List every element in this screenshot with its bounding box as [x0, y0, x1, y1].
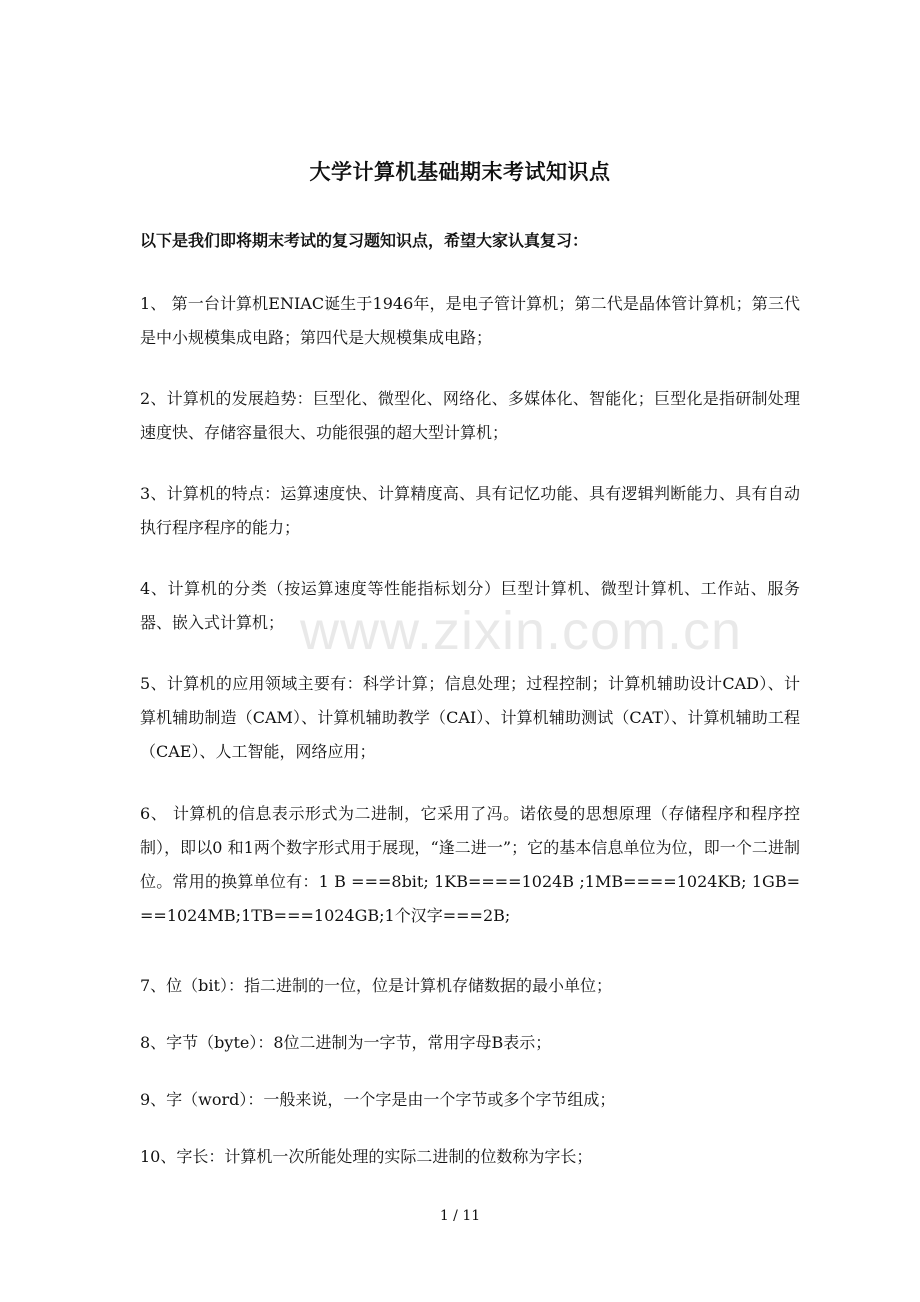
paragraph-5: 5、计算机的应用领域主要有：科学计算；信息处理；过程控制；计算机辅助设计CAD）、计算机辅助制造（CAM）、计算机辅助教学（CAI）、计算机辅助测试（CAT）、计算机辅助工程（CAE）、人工智能，网络应用； — [140, 674, 800, 761]
page-number: 1 / 11 — [439, 1208, 481, 1224]
document-title: 大学计算机基础期末考试知识点 — [309, 160, 611, 184]
paragraph-2: 2、计算机的发展趋势：巨型化、微型化、网络化、多媒体化、智能化；巨型化是指研制处理速度快、存储容量很大、功能很强的超大型计算机； — [140, 389, 800, 442]
paragraph-9: 9、字（word）：一般来说，一个字是由一个字节或多个字节组成； — [140, 1090, 616, 1109]
paragraph-7: 7、位（bit）：指二进制的一位，位是计算机存储数据的最小单位； — [140, 976, 612, 995]
paragraph-3: 3、计算机的特点：运算速度快、计算精度高、具有记忆功能、具有逻辑判断能力、具有自动执行程序程序的能力； — [140, 484, 800, 537]
paragraph-6: 6、 计算机的信息表示形式为二进制，它采用了冯。诺依曼的思想原理（存储程序和程序控制），即以0 和1两个数字形式用于展现，“逢二进一”；它的基本信息单位为位，即一个二进制位。常用的换算单位有：1 B ===8bit; 1KB====1024B ;1MB====1024KB; 1GB===1024MB;1TB===1024GB;1个汉字===2B; — [140, 804, 800, 925]
watermark-text: www.zixin.com.cn — [300, 601, 743, 661]
paragraph-10: 10、字长：计算机一次所能处理的实际二进制的位数称为字长； — [140, 1147, 593, 1166]
paragraph-4: 4、计算机的分类（按运算速度等性能指标划分）巨型计算机、微型计算机、工作站、服务器、嵌入式计算机； — [140, 579, 800, 632]
paragraph-1: 1、 第一台计算机ENIAC诞生于1946年，是电子管计算机；第二代是晶体管计算机；第三代是中小规模集成电路；第四代是大规模集成电路； — [140, 294, 800, 347]
intro-paragraph: 以下是我们即将期末考试的复习题知识点，希望大家认真复习： — [140, 231, 589, 250]
paragraph-8: 8、字节（byte）：8位二进制为一字节，常用字母B表示； — [140, 1033, 552, 1052]
